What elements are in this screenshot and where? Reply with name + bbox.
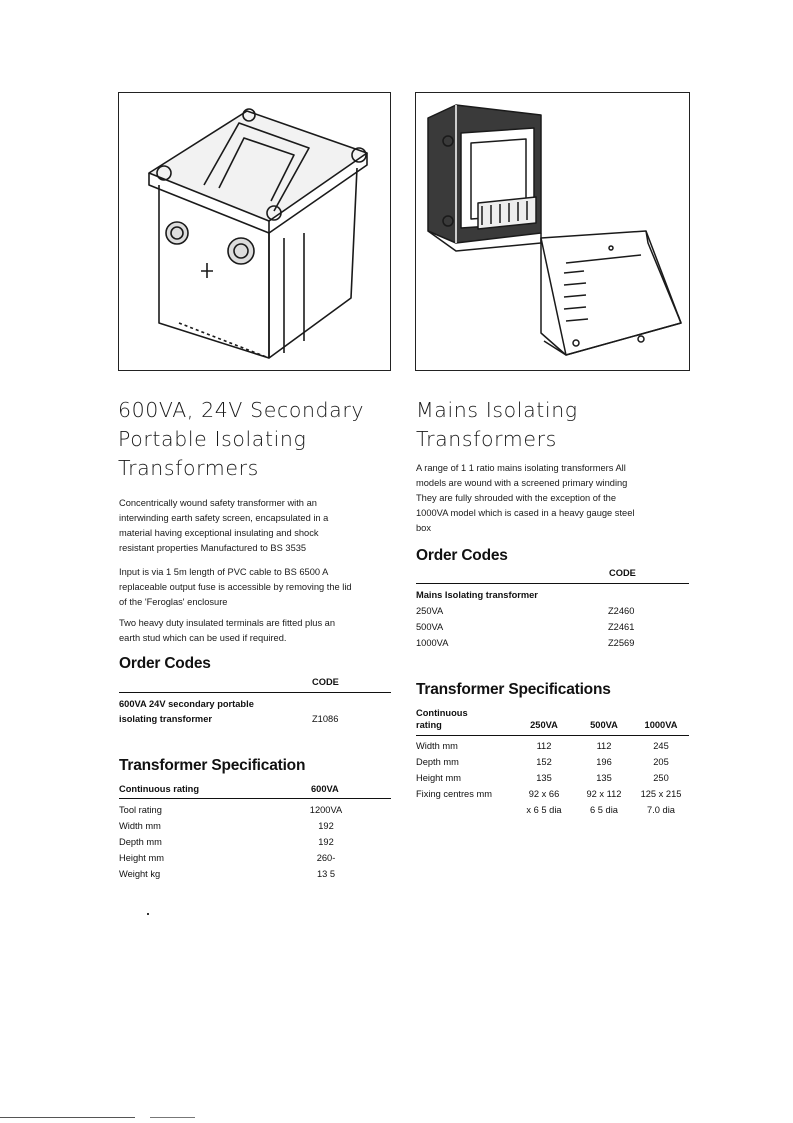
right-order-item-name: 1000VA: [416, 638, 449, 648]
right-order-codes-heading: Order Codes: [416, 547, 508, 564]
text-line: Two heavy duty insulated terminals are fitted plus an: [119, 618, 336, 628]
left-spec-col-value: 600VA: [311, 784, 339, 794]
text-line: interwinding earth safety screen, encapsulated in a: [119, 513, 329, 523]
scan-edge-line: [0, 1117, 135, 1118]
left-spec-label: Tool rating: [119, 805, 162, 815]
right-description: [416, 461, 634, 536]
right-spec-value: x 6 5 dia: [526, 805, 562, 815]
right-code-header: CODE: [609, 568, 636, 578]
left-title: [118, 396, 364, 483]
left-description-3: [119, 616, 335, 646]
portable-transformer-illustration: [118, 92, 391, 371]
text-line: models are wound with a screened primary winding: [416, 478, 628, 488]
right-spec-value: 196: [596, 757, 612, 767]
left-spec-label: Depth mm: [119, 837, 162, 847]
right-spec-value: 112: [596, 741, 612, 751]
right-title-line: Transformers: [416, 427, 557, 451]
left-description-1: [119, 496, 328, 556]
left-order-item-line: isolating transformer: [119, 714, 212, 724]
right-spec-value: 125 x 215: [640, 789, 682, 799]
text-line: A range of 1 1 ratio mains isolating transformers All: [416, 463, 626, 473]
text-line: replaceable output fuse is accessible by removing the lid: [119, 582, 352, 592]
right-spec-column-header: 500VA: [590, 720, 618, 730]
scan-speck: [147, 913, 149, 915]
right-spec-value: 152: [536, 757, 552, 767]
left-spec-value: 13 5: [316, 869, 336, 879]
right-spec-value: 7.0 dia: [647, 805, 675, 815]
right-order-item-name: 250VA: [416, 606, 444, 616]
left-order-codes-heading: Order Codes: [119, 655, 211, 672]
divider: [119, 798, 391, 799]
right-order-group: Mains Isolating transformer: [416, 590, 538, 600]
divider: [119, 692, 391, 693]
left-spec-label: Width mm: [119, 821, 161, 831]
right-order-item-code: Z2569: [608, 638, 635, 648]
mains-transformer-drawing: [416, 93, 689, 370]
right-order-item-code: Z2460: [608, 606, 635, 616]
left-spec-col-label: Continuous rating: [119, 784, 200, 794]
mains-transformer-illustration: [415, 92, 690, 371]
left-title-line: Portable Isolating: [118, 427, 307, 451]
right-spec-heading: Transformer Specifications: [416, 681, 611, 698]
left-spec-label: Height mm: [119, 853, 164, 863]
text-line: Concentrically wound safety transformer with an: [119, 498, 317, 508]
right-spec-value: 112: [536, 741, 552, 751]
divider: [416, 735, 689, 736]
text-line: Input is via 1 5m length of PVC cable to BS 6500 A: [119, 567, 329, 577]
left-code-header: CODE: [312, 677, 339, 687]
right-spec-label: Depth mm: [416, 757, 459, 767]
text-line: 1000VA model which is cased in a heavy gauge steel: [416, 508, 635, 518]
left-spec-value: 192: [318, 821, 334, 831]
right-spec-label: Width mm: [416, 741, 458, 751]
right-spec-value: 92 x 112: [586, 789, 622, 799]
text-line: They are fully shrouded with the exception of the: [416, 493, 617, 503]
right-spec-value: 250: [653, 773, 669, 783]
right-spec-value: 135: [536, 773, 552, 783]
divider: [416, 583, 689, 584]
text-line: box: [416, 523, 431, 533]
right-spec-value: 205: [653, 757, 669, 767]
left-spec-value: 192: [318, 837, 334, 847]
text-line: earth stud which can be used if required.: [119, 633, 287, 643]
right-order-item-name: 500VA: [416, 622, 444, 632]
left-order-code: Z1086: [312, 714, 339, 724]
left-spec-value: 1200VA: [309, 805, 343, 815]
right-order-item-code: Z2461: [608, 622, 635, 632]
right-title-line: Mains Isolating: [416, 398, 578, 422]
left-spec-label: Weight kg: [119, 869, 161, 879]
text-line: material having exceptional insulating and shock: [119, 528, 319, 538]
right-spec-column-header: 250VA: [530, 720, 558, 730]
left-description-2: [119, 565, 352, 610]
portable-transformer-drawing: [119, 93, 390, 370]
right-spec-value: 6 5 dia: [590, 805, 618, 815]
left-title-line: 600VA, 24V Secondary: [118, 398, 365, 422]
right-spec-value: 135: [596, 773, 612, 783]
right-spec-value: 92 x 66: [528, 789, 560, 799]
right-title: [416, 396, 578, 454]
left-spec-heading: Transformer Specification: [119, 757, 306, 774]
right-spec-header-label: Continuous: [416, 708, 468, 718]
right-spec-value: 245: [653, 741, 669, 751]
right-spec-label: Height mm: [416, 773, 461, 783]
text-line: of the 'Feroglas' enclosure: [119, 597, 228, 607]
left-spec-value: 260-: [316, 853, 336, 863]
left-order-item-line: 600VA 24V secondary portable: [119, 699, 254, 709]
right-spec-label: Fixing centres mm: [416, 789, 492, 799]
right-spec-column-header: 1000VA: [644, 720, 678, 730]
right-spec-header-label: rating: [416, 720, 442, 730]
scan-edge-line: [150, 1117, 195, 1118]
text-line: resistant properties Manufactured to BS 3535: [119, 543, 307, 553]
left-title-line: Transformers: [118, 456, 259, 480]
